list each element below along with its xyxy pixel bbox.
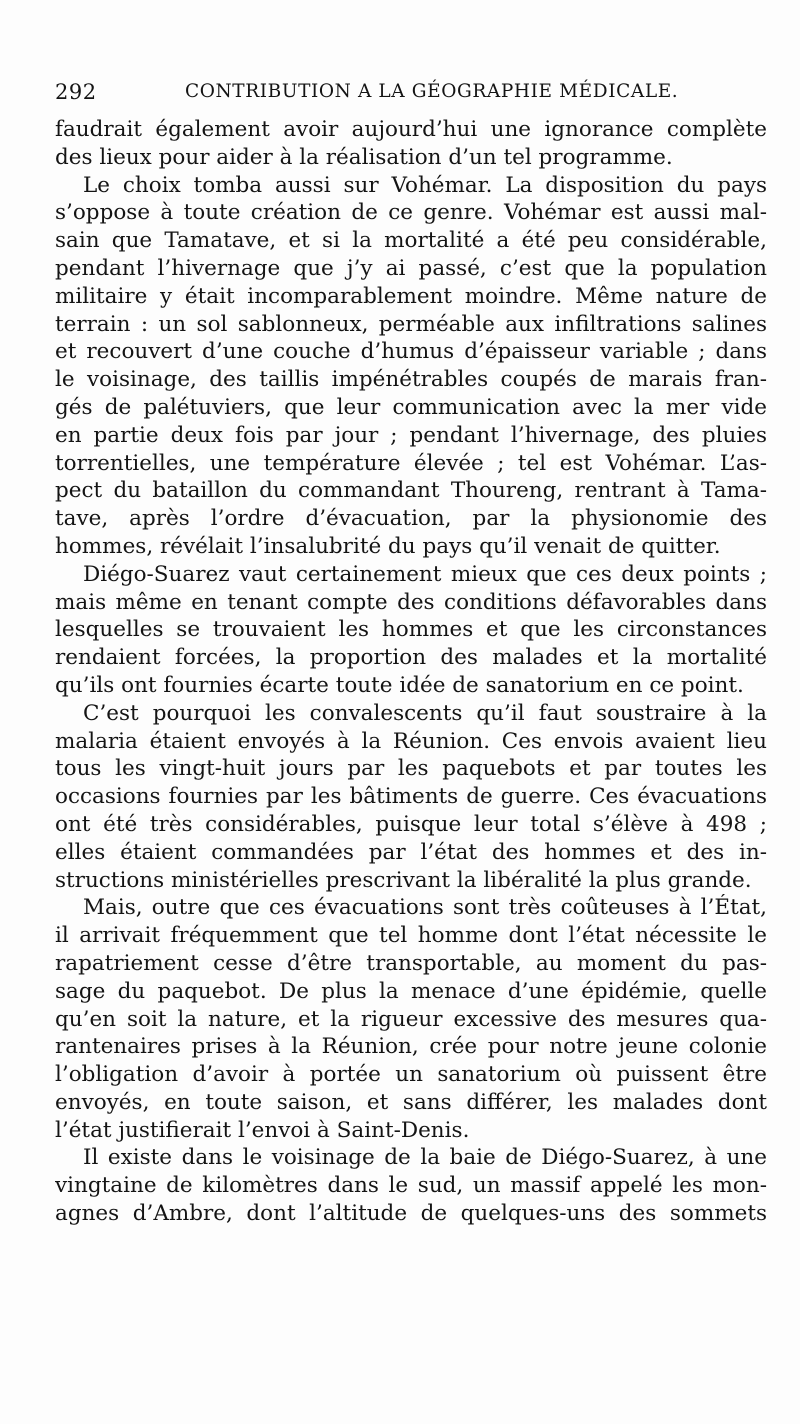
text-line: sage du paquebot. De plus la menace d’une épidémie, quelle [55, 978, 767, 1004]
text-line: rantenaires prises à la Réunion, crée pour notre jeune colonie [55, 1034, 767, 1060]
text-line: s’oppose à toute création de ce genre. Vohémar est aussi mal- [55, 200, 767, 226]
text-line: Il existe dans le voisinage de la baie de Diégo-Suarez, à une [83, 1145, 767, 1171]
text-line: rapatriement cesse d’être transportable, au moment du pas- [55, 950, 767, 976]
text-line: structions ministérielles prescrivant la libéralité la plus grande. [55, 867, 752, 893]
text-line: sain que Tamatave, et si la mortalité a été peu considérable, [55, 228, 767, 254]
text-line: pect du bataillon du commandant Thoureng, rentrant à Tama- [55, 478, 767, 504]
text-line: tous les vingt-huit jours par les paquebots et par toutes les [55, 756, 767, 782]
text-line: il arrivait fréquemment que tel homme dont l’état nécessite le [55, 923, 767, 949]
text-line: occasions fournies par les bâtiments de guerre. Ces évacuations [55, 784, 767, 810]
text-line: hommes, révélait l’insalubrité du pays qu’il venait de quitter. [55, 533, 721, 559]
text-line: pendant l’hivernage que j’y ai passé, c’est que la population [55, 255, 767, 281]
text-line: l’obligation d’avoir à portée un sanatorium où puissent être [55, 1062, 767, 1088]
text-line: qu’ils ont fournies écarte toute idée de sanatorium en ce point. [55, 672, 744, 698]
text-line: des lieux pour aider à la réalisation d’un tel programme. [55, 144, 673, 170]
text-line: Le choix tomba aussi sur Vohémar. La disposition du pays [83, 172, 767, 198]
text-line: ont été très considérables, puisque leur total s’élève à 498 ; [55, 811, 767, 837]
text-line: mais même en tenant compte des conditions défavorables dans [55, 589, 767, 615]
text-line: lesquelles se trouvaient les hommes et que les circonstances [55, 617, 767, 643]
text-line: rendaient forcées, la proportion des malades et la mortalité [55, 645, 767, 671]
text-line: C’est pourquoi les convalescents qu’il faut soustraire à la [83, 700, 767, 726]
text-line: et recouvert d’une couche d’humus d’épaisseur variable ; dans [55, 339, 767, 365]
text-line: qu’en soit la nature, et la rigueur excessive des mesures qua- [55, 1006, 767, 1032]
text-line: militaire y était incomparablement moindre. Même nature de [55, 283, 767, 309]
page-number: 292 [55, 80, 97, 104]
text-line: elles étaient commandées par l’état des hommes et des in- [55, 839, 767, 865]
text-line: le voisinage, des taillis impénétrables coupés de marais fran- [55, 367, 767, 393]
running-title: CONTRIBUTION A LA GÉOGRAPHIE MÉDICALE. [185, 81, 679, 102]
text-line: l’état justifierait l’envoi à Saint-Denis. [55, 1117, 470, 1143]
text-line: gés de palétuviers, que leur communication avec la mer vide [55, 394, 767, 420]
text-line: envoyés, en toute saison, et sans différer, les malades dont [55, 1089, 767, 1115]
text-line: faudrait également avoir aujourd’hui une ignorance complète [55, 117, 767, 142]
text-line: vingtaine de kilomètres dans le sud, un massif appelé les mon- [55, 1173, 767, 1199]
text-line: torrentielles, une température élevée ; tel est Vohémar. L’as- [55, 450, 767, 476]
text-line: tave, après l’ordre d’évacuation, par la physionomie des [55, 506, 767, 532]
text-line: Mais, outre que ces évacuations sont très coûteuses à l’État, [83, 895, 767, 921]
text-line: terrain : un sol sablonneux, perméable aux infiltrations salines [55, 311, 767, 337]
text-line: malaria étaient envoyés à la Réunion. Ces envois avaient lieu [55, 728, 767, 754]
text-line: agnes d’Ambre, dont l’altitude de quelques-uns des sommets [55, 1201, 767, 1227]
page-header [55, 80, 765, 110]
text-line: Diégo-Suarez vaut certainement mieux que ces deux points ; [83, 561, 767, 587]
text-line: en partie deux fois par jour ; pendant l’hivernage, des pluies [55, 422, 767, 448]
body-text [55, 116, 767, 1228]
